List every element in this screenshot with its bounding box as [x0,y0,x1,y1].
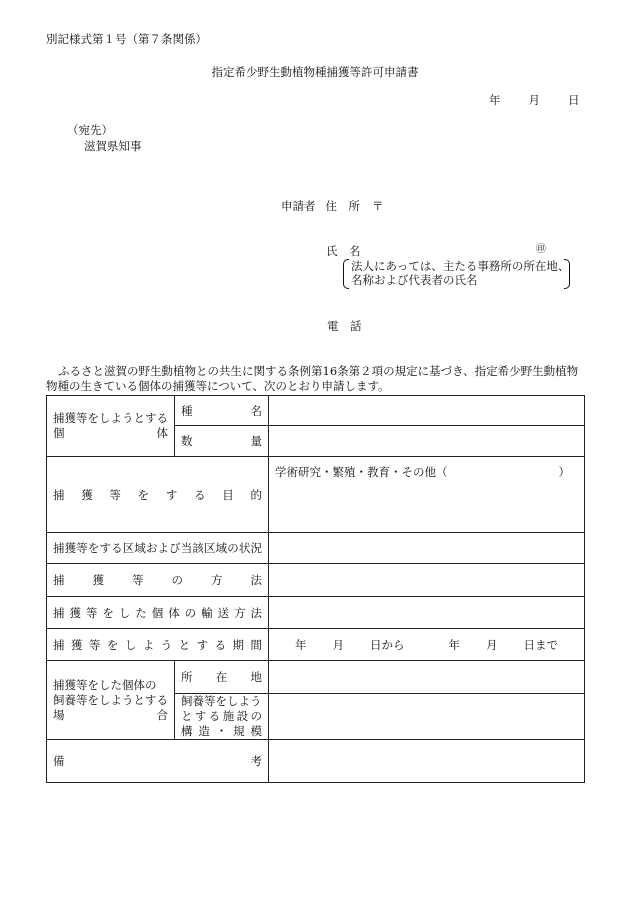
period-year1: 年 [295,637,307,652]
remarks-input[interactable] [269,740,585,783]
facility-line2: とする施設の [181,709,262,723]
target-individual-line2: 個 体 [53,426,168,440]
right-bracket [564,259,570,289]
area-input[interactable] [269,533,585,564]
rearing-line1: 捕獲等をした個体の [53,677,157,692]
date-day: 日 [568,93,580,107]
area-label: 捕獲等をする区域および当該区域の状況 [47,533,269,564]
rearing-line3: 場 合 [53,707,168,722]
name-label: 氏 名 [326,244,361,258]
application-statement [46,364,586,394]
remarks-label: 備考 [47,740,269,783]
date-year: 年 [489,93,501,107]
corporation-note-line2: 名称および代表者の氏名 [351,273,478,287]
purpose-options: 学術研究・繁殖・教育・その他（ [275,465,448,479]
addressee-label: （宛先） [67,123,113,137]
facility-line1: 飼養等をしよう [181,694,262,708]
application-form-table [46,395,585,783]
document-title: 指定希少野生動植物種捕獲等許可申請書 [211,65,419,79]
facility-line3: 構造・規模 [181,724,262,738]
purpose-close-paren: ） [558,465,570,479]
form-reference: 別記様式第１号（第７条関係） [46,32,207,46]
statement-line2: 物種の生きている個体の捕獲等について、次のとおり申請します。 [46,379,390,393]
transport-input[interactable] [269,597,585,629]
period-month2: 月 [486,637,498,652]
date-month: 月 [528,93,540,107]
address-label: 住 所 [325,199,360,213]
corporation-note-line1: 法人にあっては、主たる事務所の所在地、 [351,259,570,273]
period-month1: 月 [332,637,344,652]
postal-mark: 〒 [372,199,384,213]
facility-input[interactable] [269,694,585,740]
species-label: 種名 [175,396,269,426]
species-input[interactable] [269,396,585,426]
quantity-input[interactable] [269,426,585,457]
method-label: 捕獲等の方法 [47,564,269,597]
transport-label: 捕獲等をした個体の輸送方法 [47,597,269,629]
addressee-name: 滋賀県知事 [84,139,142,153]
location-label: 所在地 [175,661,269,694]
seal-mark: ㊞ [536,244,546,255]
phone-label: 電 話 [327,319,362,333]
target-individual-line1: 捕獲等をしようとする [53,411,168,425]
location-input[interactable] [269,661,585,694]
period-day1: 日から [370,637,405,652]
target-individual-label [47,396,175,457]
applicant-label: 申請者 [281,199,316,213]
statement-line1: ふるさと滋賀の野生動植物との共生に関する条例第16条第２項の規定に基づき、指定希少野生動植物 [58,364,579,378]
quantity-label: 数量 [175,426,269,457]
date-line [489,95,580,107]
period-year2: 年 [448,637,460,652]
period-label: 捕獲等をしようとする期間 [47,629,269,661]
period-day2: 日まで [523,637,558,652]
purpose-label: 捕獲等をする目的 [47,457,269,533]
applicant-address-row [281,201,384,213]
corporation-note [343,259,570,287]
method-input[interactable] [269,564,585,597]
rearing-label [47,661,175,740]
facility-label [175,694,269,740]
purpose-input[interactable] [269,457,585,533]
rearing-line2: 飼養等をしようとする [53,692,168,707]
left-bracket [343,259,349,289]
period-input[interactable] [269,629,585,661]
